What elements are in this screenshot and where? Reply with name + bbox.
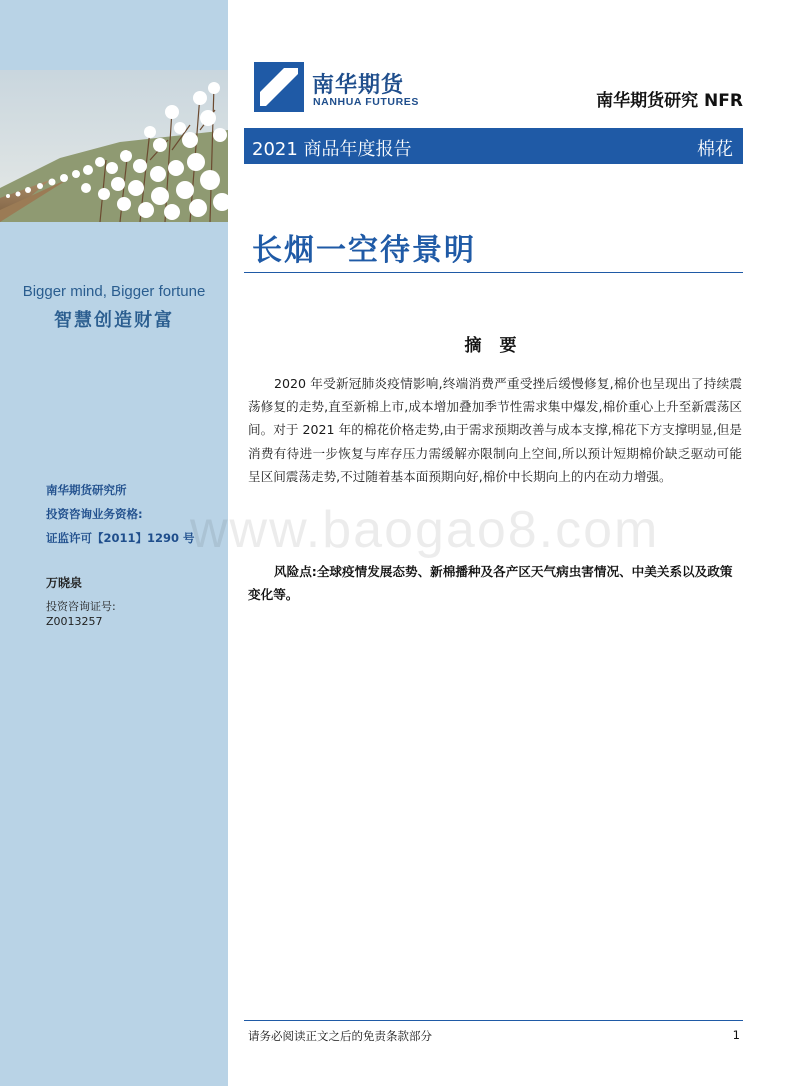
report-type: 2021 商品年度报告 xyxy=(252,139,412,160)
abstract-body: 2020 年受新冠肺炎疫情影响,终端消费严重受挫后缓慢修复,棉价也呈现出了持续震荡修复的走势,直至新棉上市,成本增加叠加季节性需求集中爆发,棉价重心上升至新震荡区间。对于 2021 年的棉花价格走势,由于需求预期改善与成本支撑,棉花下方支撑明显,但是消费有待进一步恢复与库存压力需缓解亦限制向上空间,所以预计短期棉价缺乏驱动可能呈区间震荡走势,不过随着基本面预期向好,棉价中长期向上的内在动力增强。 xyxy=(248,376,742,484)
disclaimer-text: 请务必阅读正文之后的免责条款部分 xyxy=(248,1029,432,1043)
logo-english-name: NANHUA FUTURES xyxy=(313,96,420,108)
slogan-english: Bigger mind, Bigger fortune xyxy=(22,283,206,300)
report-title: 长烟一空待景明 xyxy=(252,233,476,268)
analyst-cert-number: Z0013257 xyxy=(46,615,103,628)
risk-points: 风险点:全球疫情发展态势、新棉播种及各产区天气病虫害情况、中美关系以及政策变化等。 xyxy=(248,564,733,602)
cotton-field-photo xyxy=(0,70,228,222)
footer-divider xyxy=(244,1020,743,1021)
license-number: 证监许可【2011】1290 号 xyxy=(46,531,195,545)
analyst-cert-label: 投资咨询证号: xyxy=(46,600,116,613)
nanhua-logo-icon xyxy=(254,62,304,112)
research-label: 南华期货研究 NFR xyxy=(596,91,743,111)
logo-chinese-name: 南华期货 xyxy=(312,73,405,98)
analyst-name: 万晓泉 xyxy=(46,576,83,590)
report-banner xyxy=(244,128,743,164)
commodity-name: 棉花 xyxy=(697,139,733,160)
institution-name: 南华期货研究所 xyxy=(46,483,127,497)
slogan-chinese: 智慧创造财富 xyxy=(54,310,174,331)
qualification-label: 投资咨询业务资格: xyxy=(46,507,143,521)
title-divider xyxy=(244,272,743,273)
page-number: 1 xyxy=(732,1028,740,1042)
abstract-heading: 摘 要 xyxy=(464,336,523,356)
watermark: www.baogao8.com xyxy=(190,501,660,559)
